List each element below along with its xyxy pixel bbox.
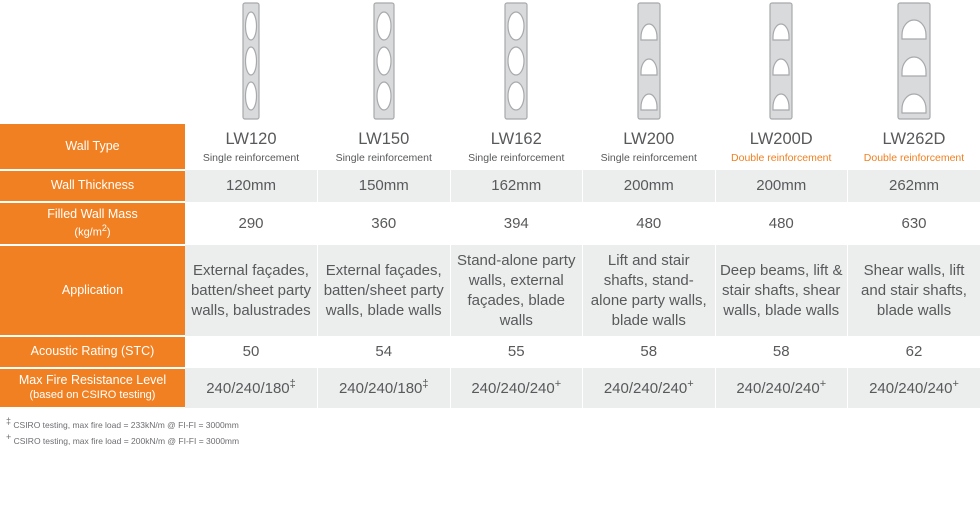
fire-note-mark-3: + [687,377,694,390]
table-cell-acoustic-0: 50 [185,336,318,368]
product-illustration-5 [848,0,980,124]
table-cell-fire-5 [848,368,980,407]
table-cell-thickness-0: 120mm [185,170,318,202]
table-cell-mass-3: 480 [583,202,716,245]
table-cell-acoustic-2: 55 [450,336,583,368]
product-name-3: LW200 [623,130,675,148]
table-cell-mass-1: 360 [318,202,451,245]
fire-note-mark-5: + [952,377,959,390]
product-reinforcement-5: Double reinforcement [863,151,965,164]
table-cell-mass-0: 290 [185,202,318,245]
table-row-fire-resistance [0,368,980,407]
table-cell-fire-2 [450,368,583,407]
footnote-mark-1: + [6,432,12,443]
fire-value-1: 240/240/180 [338,379,423,397]
product-illustration-1 [318,0,451,124]
table-cell-fire-1 [318,368,451,407]
wall-panel-lw162-icon [495,2,537,120]
row-header-application: Application [0,245,185,336]
fire-value-0: 240/240/180 [206,379,290,397]
footnote-text-1: CSIRO testing, max fire load = 200kN/m @ FI-FI = 3000mm [13,435,240,446]
product-illustration-2 [450,0,583,124]
fire-value-3: 240/240/240 [603,379,688,397]
footnote-0 [6,415,980,432]
table-cell-application-0: External façades, batten/sheet party walls, balustrades [185,245,318,336]
table-cell-mass-4: 480 [715,202,848,245]
table-cell-thickness-4: 200mm [715,170,848,202]
product-name-4: LW200D [749,130,813,148]
product-illustration-0 [185,0,318,124]
product-reinforcement-4: Double reinforcement [731,151,832,164]
table-cell-acoustic-5: 62 [848,336,980,368]
table-cell-wall-type-4 [715,124,848,170]
row-header-fire-resistance [0,368,185,407]
table-cell-thickness-5: 262mm [848,170,980,202]
wall-panel-lw200d-icon [759,2,803,120]
table-row-acoustic-rating [0,336,980,368]
row-header-wall-thickness: Wall Thickness [0,170,185,202]
row-header-filled-wall-mass [0,202,185,245]
product-reinforcement-3: Single reinforcement [600,151,697,164]
row-header-wall-type: Wall Type [0,124,185,170]
product-reinforcement-0: Single reinforcement [202,151,300,164]
product-name-1: LW150 [358,130,410,148]
row-header-fire-resistance-label: Max Fire Resistance Level [18,373,167,388]
table-cell-mass-5: 630 [848,202,980,245]
table-cell-mass-2: 394 [450,202,583,245]
table-cell-fire-3 [583,368,716,407]
fire-value-5: 240/240/240 [869,379,953,397]
illustration-spacer [0,0,185,124]
table-cell-fire-0 [185,368,318,407]
table-cell-application-2: Stand-alone party walls, external façades, blade walls [450,245,583,336]
product-name-0: LW120 [225,130,277,148]
fire-note-mark-2: + [554,377,562,390]
table-cell-acoustic-4: 58 [715,336,848,368]
table-row-wall-thickness [0,170,980,202]
footnote-mark-0: ‡ [6,415,12,426]
footnote-text-0: CSIRO testing, max fire load = 233kN/m @ FI-FI = 3000mm [13,419,239,430]
wall-specification-table [0,124,980,409]
product-reinforcement-2: Single reinforcement [468,151,565,164]
row-header-acoustic-rating: Acoustic Rating (STC) [0,336,185,368]
table-row-filled-wall-mass [0,202,980,245]
table-cell-application-3: Lift and stair shafts, stand-alone party walls, blade walls [583,245,716,336]
table-cell-thickness-3: 200mm [583,170,716,202]
table-cell-thickness-2: 162mm [450,170,583,202]
wall-panel-lw150-icon [364,2,404,120]
table-cell-application-1: External façades, batten/sheet party walls, blade walls [318,245,451,336]
table-cell-fire-4 [715,368,848,407]
fire-note-mark-1: ‡ [422,377,429,390]
footnotes [0,409,980,448]
product-illustration-4 [715,0,848,124]
fire-note-mark-0: ‡ [289,377,296,390]
fire-value-2: 240/240/240 [471,379,555,397]
table-cell-application-4: Deep beams, lift & stair shafts, shear walls, blade walls [715,245,848,336]
product-name-5: LW262D [882,130,946,148]
table-cell-acoustic-1: 54 [318,336,451,368]
product-illustration-3 [583,0,716,124]
wall-panel-lw200-icon [627,2,671,120]
footnote-1 [6,431,980,448]
wall-panel-lw120-icon [234,2,268,120]
fire-note-mark-4: + [819,377,827,390]
table-cell-application-5: Shear walls, lift and stair shafts, blade walls [848,245,980,336]
table-cell-acoustic-3: 58 [583,336,716,368]
table-cell-wall-type-0 [185,124,318,170]
row-header-filled-wall-mass-label: Filled Wall Mass [47,207,138,222]
product-name-2: LW162 [490,130,542,148]
table-cell-wall-type-3 [583,124,716,170]
table-row-application [0,245,980,336]
product-illustration-strip [0,0,980,124]
product-reinforcement-1: Single reinforcement [335,151,432,164]
table-cell-thickness-1: 150mm [318,170,451,202]
table-cell-wall-type-2 [450,124,583,170]
row-header-filled-wall-mass-units: $(kg/m^2)$ [74,222,111,239]
wall-panel-lw262d-icon [884,2,944,120]
table-cell-wall-type-5 [848,124,980,170]
fire-value-4: 240/240/240 [736,379,820,397]
table-row-wall-type [0,124,980,170]
table-cell-wall-type-1 [318,124,451,170]
row-header-fire-resistance-sub: (based on CSIRO testing) [29,388,156,401]
